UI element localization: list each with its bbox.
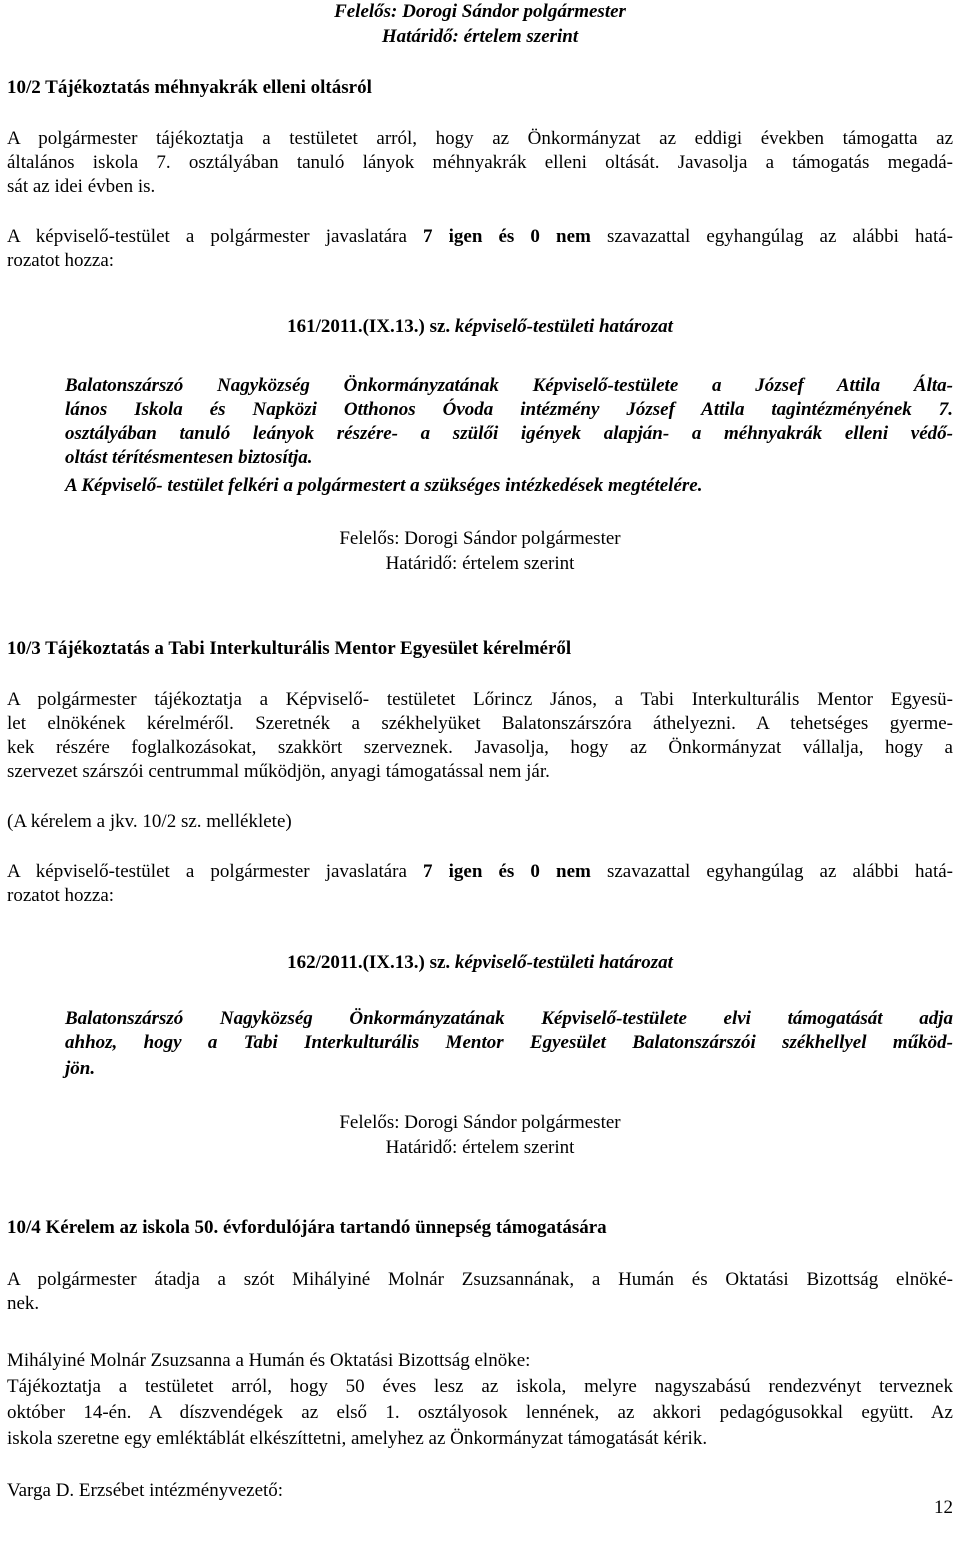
resolution-text-line: Balatonszárszó Nagyközség Önkormányzatának Képviselő-testülete a József Attila Álta- <box>65 375 953 396</box>
resolution-title: 161/2011.(IX.13.) sz. képviselő-testületi határozat <box>287 316 673 337</box>
responsible-line: Felelős: Dorogi Sándor polgármester <box>339 528 621 549</box>
vote-line: A képviselő-testület a polgármester javaslatára 7 igen és 0 nem szavazattal egyhangúlag az alábbi hatá- <box>7 226 953 247</box>
paragraph-line: kek részére foglalkozásokat, szakkört szerveznek. Javasolja, hogy az Önkormányzat vállalja, hogy a <box>7 737 953 758</box>
attachment-note: (A kérelem a jkv. 10/2 sz. melléklete) <box>7 811 292 832</box>
resolution-title: 162/2011.(IX.13.) sz. képviselő-testületi határozat <box>287 952 673 973</box>
paragraph-line: október 14-én. A díszvendégek az első 1. osztályosok lennének, az akkori pedagógusokkal együtt. Az <box>7 1402 953 1423</box>
section-heading-10-2: 10/2 Tájékoztatás méhnyakrák elleni oltásról <box>7 77 372 98</box>
paragraph-line: A polgármester tájékoztatja a testületet arról, hogy az Önkormányzat az eddigi években támogatta az <box>7 128 953 149</box>
paragraph-line: A polgármester tájékoztatja a Képviselő- testületet Lőrincz János, a Tabi Interkulturális Mentor Egyesü- <box>7 689 953 710</box>
section-heading-10-3: 10/3 Tájékoztatás a Tabi Interkulturális Mentor Egyesület kérelméről <box>7 638 572 659</box>
responsible-line: Felelős: Dorogi Sándor polgármester <box>334 1 626 22</box>
resolution-text-line: Balatonszárszó Nagyközség Önkormányzatának Képviselő-testülete elvi támogatását adja <box>65 1008 953 1029</box>
paragraph-line: Tájékoztatja a testületet arról, hogy 50 éves lesz az iskola, melyre nagyszabású rendezvényt terveznek <box>7 1376 953 1397</box>
vote-line: rozatot hozza: <box>7 250 115 271</box>
paragraph-line: sát az idei évben is. <box>7 176 156 197</box>
section-heading-10-4: 10/4 Kérelem az iskola 50. évfordulójára tartandó ünnepség támogatására <box>7 1217 607 1238</box>
paragraph-line: nek. <box>7 1293 40 1314</box>
resolution-text-line: oltást térítésmentesen biztosítja. <box>65 447 313 468</box>
deadline-line: Határidő: értelem szerint <box>381 26 579 47</box>
paragraph-line: iskola szeretne egy emléktáblát elkészíttetni, amelyhez az Önkormányzat támogatását kérik. <box>7 1428 708 1449</box>
paragraph-line: A polgármester átadja a szót Mihályiné Molnár Zsuzsannának, a Humán és Oktatási Bizottság elnöké- <box>7 1269 953 1290</box>
resolution-text-line: jön. <box>65 1058 96 1079</box>
responsible-line: Felelős: Dorogi Sándor polgármester <box>339 1112 621 1133</box>
paragraph-line: szervezet szárszói centrummal működjön, anyagi támogatással nem jár. <box>7 761 550 782</box>
paragraph-line: általános iskola 7. osztályában tanuló lányok méhnyakrák elleni oltását. Javasolja a támogatás megadá- <box>7 152 953 173</box>
speaker-line: Mihályiné Molnár Zsuzsanna a Humán és Oktatási Bizottság elnöke: <box>7 1350 531 1371</box>
paragraph-line: let elnökének kérelméről. Szeretnék a székhelyüket Balatonszárszóra áthelyezni. A tehetséges gyerme- <box>7 713 953 734</box>
deadline-line: Határidő: értelem szerint <box>385 553 575 574</box>
vote-line: rozatot hozza: <box>7 885 115 906</box>
speaker-line: Varga D. Erzsébet intézményvezető: <box>7 1480 284 1501</box>
resolution-text-line: ahhoz, hogy a Tabi Interkulturális Mentor Egyesület Balatonszárszói székhellyel működ- <box>65 1032 953 1053</box>
deadline-line: Határidő: értelem szerint <box>385 1137 575 1158</box>
vote-line: A képviselő-testület a polgármester javaslatára 7 igen és 0 nem szavazattal egyhangúlag az alábbi hatá- <box>7 861 953 882</box>
resolution-text-line: A Képviselő- testület felkéri a polgármestert a szükséges intézkedések megtételére. <box>65 475 703 496</box>
resolution-text-line: lános Iskola és Napközi Otthonos Óvoda intézmény József Attila tagintézményének 7. <box>65 399 953 420</box>
resolution-text-line: osztályában tanuló leányok részére- a szülői igények alapján- a méhnyakrák elleni védő- <box>65 423 953 444</box>
page-number: 12 <box>934 1497 953 1518</box>
